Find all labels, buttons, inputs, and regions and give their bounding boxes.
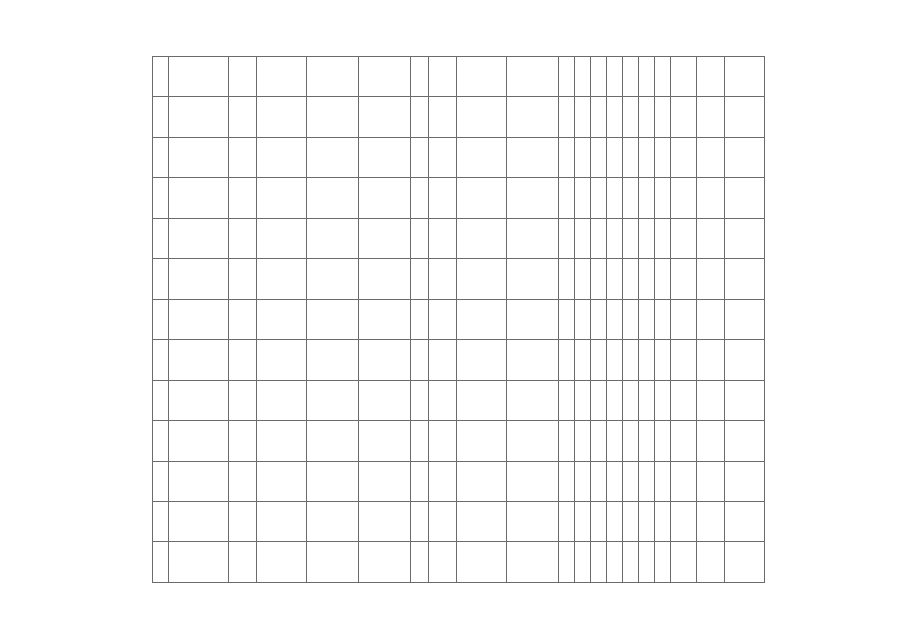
kind-cell [307,380,359,420]
document-cell [457,461,507,501]
status-cell [671,259,697,299]
empty-cell [639,380,655,420]
holder-cell [697,137,725,177]
cadastral-cell [507,421,559,461]
empty-cell [559,178,575,218]
ledger-body [153,57,765,583]
use-cell [359,421,411,461]
area-cell [411,380,429,420]
empty-cell [623,380,639,420]
document-cell [457,340,507,380]
registry-number-cell [229,340,257,380]
kind-cell [307,501,359,541]
empty-cell [591,380,607,420]
empty-cell [559,340,575,380]
empty-cell [559,380,575,420]
object-name-cell [169,380,229,420]
empty-cell [655,218,671,258]
document-cell [457,421,507,461]
status-cell [671,178,697,218]
table-row [153,137,765,177]
empty-cell [607,97,623,137]
empty-cell [591,461,607,501]
empty-cell [655,421,671,461]
row-number-cell [153,178,169,218]
object-name-cell [169,461,229,501]
empty-cell [639,501,655,541]
row-number-cell [153,137,169,177]
status-cell [671,501,697,541]
status-cell [671,380,697,420]
empty-cell [655,340,671,380]
notes-cell [725,259,765,299]
notes-cell [725,380,765,420]
empty-cell [655,299,671,339]
area-cell [411,178,429,218]
empty-cell [623,299,639,339]
empty-cell [591,542,607,582]
status-cell [671,137,697,177]
empty-cell [559,299,575,339]
empty-cell [575,178,591,218]
notes-cell [725,421,765,461]
kind-cell [307,137,359,177]
registry-number-cell [229,542,257,582]
use-cell [359,137,411,177]
empty-cell [607,137,623,177]
empty-cell [591,340,607,380]
purpose-cell [257,218,307,258]
area-cell [411,259,429,299]
empty-cell [575,340,591,380]
notes-cell [725,97,765,137]
holder-cell [697,218,725,258]
cadastral-cell [507,461,559,501]
empty-cell [623,421,639,461]
purpose-cell [257,137,307,177]
kind-cell [307,542,359,582]
holder-cell [697,299,725,339]
empty-cell [655,380,671,420]
row-number-cell [153,421,169,461]
empty-cell [639,461,655,501]
purpose-cell [257,97,307,137]
table-row [153,57,765,97]
row-number-cell [153,501,169,541]
empty-cell [623,97,639,137]
status-cell [671,299,697,339]
cadastral-cell [507,178,559,218]
document-cell [457,299,507,339]
empty-cell [607,461,623,501]
use-cell [359,218,411,258]
unit-cell [429,461,457,501]
registry-number-cell [229,97,257,137]
empty-cell [559,421,575,461]
registry-number-cell [229,421,257,461]
holder-cell [697,340,725,380]
document-cell [457,178,507,218]
table-row [153,97,765,137]
empty-cell [559,137,575,177]
empty-cell [639,340,655,380]
empty-cell [639,421,655,461]
holder-cell [697,178,725,218]
registry-number-cell [229,137,257,177]
kind-cell [307,299,359,339]
empty-cell [623,542,639,582]
document-cell [457,259,507,299]
object-name-cell [169,421,229,461]
empty-cell [575,97,591,137]
unit-cell [429,57,457,97]
purpose-cell [257,421,307,461]
row-number-cell [153,259,169,299]
empty-cell [575,542,591,582]
unit-cell [429,218,457,258]
cadastral-cell [507,97,559,137]
holder-cell [697,421,725,461]
purpose-cell [257,380,307,420]
row-number-cell [153,461,169,501]
kind-cell [307,97,359,137]
document-cell [457,501,507,541]
empty-cell [623,461,639,501]
kind-cell [307,57,359,97]
empty-cell [607,299,623,339]
use-cell [359,501,411,541]
empty-cell [655,178,671,218]
kind-cell [307,421,359,461]
status-cell [671,461,697,501]
notes-cell [725,299,765,339]
empty-cell [655,542,671,582]
row-number-cell [153,218,169,258]
unit-cell [429,299,457,339]
empty-cell [655,259,671,299]
table-row [153,542,765,582]
kind-cell [307,259,359,299]
empty-cell [559,57,575,97]
unit-cell [429,421,457,461]
notes-cell [725,461,765,501]
unit-cell [429,259,457,299]
status-cell [671,542,697,582]
empty-cell [575,57,591,97]
unit-cell [429,178,457,218]
empty-cell [639,542,655,582]
empty-cell [639,137,655,177]
cadastral-cell [507,340,559,380]
kind-cell [307,461,359,501]
table-row [153,259,765,299]
cadastral-cell [507,137,559,177]
empty-cell [623,501,639,541]
area-cell [411,542,429,582]
purpose-cell [257,461,307,501]
purpose-cell [257,340,307,380]
empty-cell [607,340,623,380]
row-number-cell [153,340,169,380]
cadastral-cell [507,299,559,339]
unit-cell [429,542,457,582]
empty-cell [591,421,607,461]
status-cell [671,57,697,97]
table-row [153,461,765,501]
document-cell [457,380,507,420]
cadastral-cell [507,542,559,582]
status-cell [671,421,697,461]
empty-cell [591,259,607,299]
purpose-cell [257,259,307,299]
row-number-cell [153,380,169,420]
empty-cell [559,259,575,299]
table-row [153,178,765,218]
notes-cell [725,57,765,97]
holder-cell [697,380,725,420]
empty-cell [655,97,671,137]
empty-cell [607,218,623,258]
empty-cell [607,259,623,299]
empty-cell [623,218,639,258]
empty-cell [655,57,671,97]
empty-cell [575,501,591,541]
empty-cell [639,178,655,218]
table-row [153,380,765,420]
registry-number-cell [229,299,257,339]
document-cell [457,542,507,582]
empty-cell [639,57,655,97]
empty-cell [607,178,623,218]
unit-cell [429,501,457,541]
empty-cell [559,461,575,501]
document-cell [457,97,507,137]
registry-number-cell [229,380,257,420]
notes-cell [725,542,765,582]
empty-cell [607,380,623,420]
use-cell [359,340,411,380]
row-number-cell [153,57,169,97]
table-row [153,340,765,380]
notes-cell [725,501,765,541]
empty-cell [559,218,575,258]
empty-cell [655,137,671,177]
notes-cell [725,340,765,380]
unit-cell [429,380,457,420]
empty-cell [575,137,591,177]
area-cell [411,137,429,177]
use-cell [359,461,411,501]
empty-cell [575,299,591,339]
notes-cell [725,218,765,258]
empty-cell [575,421,591,461]
empty-cell [639,97,655,137]
unit-cell [429,97,457,137]
empty-cell [639,259,655,299]
row-number-cell [153,299,169,339]
empty-cell [575,259,591,299]
document-cell [457,57,507,97]
empty-cell [655,461,671,501]
empty-cell [607,57,623,97]
empty-cell [655,501,671,541]
kind-cell [307,178,359,218]
empty-cell [559,542,575,582]
object-name-cell [169,178,229,218]
property-ledger-table [152,56,765,583]
notes-cell [725,178,765,218]
kind-cell [307,218,359,258]
holder-cell [697,259,725,299]
empty-cell [591,57,607,97]
row-number-cell [153,542,169,582]
empty-cell [607,421,623,461]
use-cell [359,542,411,582]
registry-number-cell [229,178,257,218]
empty-cell [559,97,575,137]
status-cell [671,340,697,380]
use-cell [359,299,411,339]
empty-cell [623,178,639,218]
cadastral-cell [507,380,559,420]
empty-cell [591,501,607,541]
table-row [153,421,765,461]
registry-number-cell [229,501,257,541]
object-name-cell [169,218,229,258]
unit-cell [429,137,457,177]
cadastral-cell [507,218,559,258]
empty-cell [591,97,607,137]
empty-cell [591,137,607,177]
empty-cell [607,542,623,582]
purpose-cell [257,178,307,218]
use-cell [359,57,411,97]
table-row [153,218,765,258]
notes-cell [725,137,765,177]
cadastral-cell [507,501,559,541]
table-row [153,299,765,339]
empty-cell [639,218,655,258]
empty-cell [623,259,639,299]
document-cell [457,137,507,177]
holder-cell [697,542,725,582]
empty-cell [575,218,591,258]
status-cell [671,218,697,258]
object-name-cell [169,542,229,582]
empty-cell [623,57,639,97]
purpose-cell [257,57,307,97]
object-name-cell [169,57,229,97]
holder-cell [697,501,725,541]
empty-cell [575,461,591,501]
purpose-cell [257,542,307,582]
holder-cell [697,97,725,137]
object-name-cell [169,501,229,541]
purpose-cell [257,299,307,339]
area-cell [411,57,429,97]
empty-cell [591,178,607,218]
area-cell [411,501,429,541]
purpose-cell [257,501,307,541]
registry-number-cell [229,259,257,299]
cadastral-cell [507,259,559,299]
area-cell [411,340,429,380]
empty-cell [591,218,607,258]
registry-number-cell [229,461,257,501]
object-name-cell [169,259,229,299]
empty-cell [623,340,639,380]
use-cell [359,97,411,137]
area-cell [411,218,429,258]
registry-number-cell [229,218,257,258]
holder-cell [697,57,725,97]
object-name-cell [169,97,229,137]
area-cell [411,97,429,137]
empty-cell [559,501,575,541]
use-cell [359,178,411,218]
area-cell [411,421,429,461]
object-name-cell [169,340,229,380]
empty-cell [639,299,655,339]
empty-cell [623,137,639,177]
row-number-cell [153,97,169,137]
unit-cell [429,340,457,380]
registry-number-cell [229,57,257,97]
object-name-cell [169,137,229,177]
use-cell [359,380,411,420]
document-cell [457,218,507,258]
table-row [153,501,765,541]
cadastral-cell [507,57,559,97]
status-cell [671,97,697,137]
holder-cell [697,461,725,501]
area-cell [411,299,429,339]
empty-cell [575,380,591,420]
use-cell [359,259,411,299]
kind-cell [307,340,359,380]
object-name-cell [169,299,229,339]
area-cell [411,461,429,501]
empty-cell [607,501,623,541]
empty-cell [591,299,607,339]
